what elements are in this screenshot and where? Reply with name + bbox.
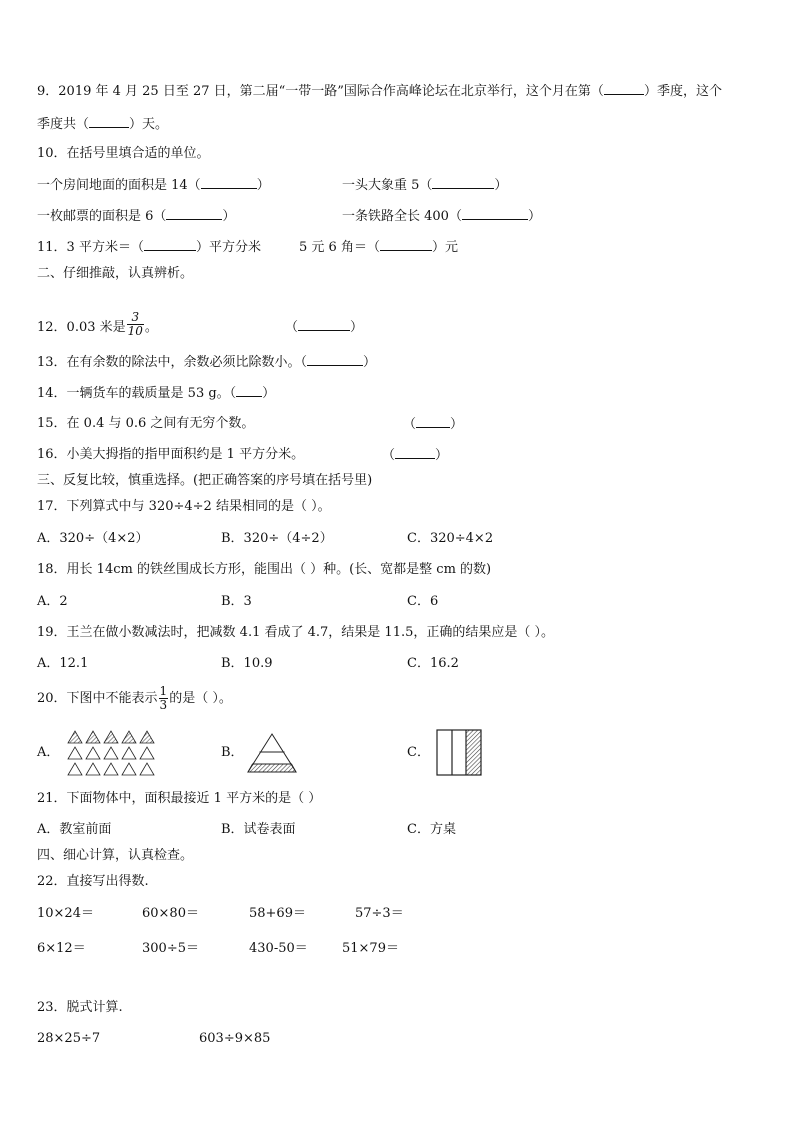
answer-blank[interactable] [462,207,528,220]
triangle [104,763,118,775]
section-4-heading: 四、细心计算，认真检查。 [37,848,194,863]
q21-option-c[interactable]: C．方桌 [407,822,456,837]
triangle-shaded [140,731,154,743]
question-9-line1: 9．2019 年 4 月 25 日至 27 日，第二届“一带一路”国际合作高峰论坛在北京举行，这个月在第（ ）季度，这个 [37,84,722,99]
triangle [104,747,118,759]
calc-item: 58+69＝ [249,906,306,921]
question-10-item-b: 一头大象重 5（ ） [342,178,508,193]
triangle [68,747,82,759]
question-12-answer: （ ） [285,320,364,335]
triangle [122,747,136,759]
section-3-heading: 三、反复比较，慎重选择。(把正确答案的序号填在括号里) [37,473,373,488]
answer-blank[interactable] [236,384,262,397]
question-10-item-d: 一条铁路全长 400（ ） [342,209,541,224]
calc-item: 430-50＝ [249,941,308,956]
question-19: 19．王兰在做小数减法时，把减数 4.1 看成了 4.7，结果是 11.5，正确的结果应是（ ）。 [37,625,554,640]
calc-item: 28×25÷7 [37,1031,101,1046]
triangle-shaded [68,731,82,743]
answer-blank[interactable] [307,353,363,366]
q17-option-b[interactable]: B．320÷（4÷2） [221,531,333,546]
answer-blank[interactable] [89,115,129,128]
layered-triangle-figure [247,732,297,774]
triangle-shaded [86,731,100,743]
question-22-title: 22．直接写出得数. [37,874,149,889]
section-2-heading: 二、仔细推敲，认真辨析。 [37,266,194,281]
question-10-item-a: 一个房间地面的面积是 14（ ） [37,178,270,193]
question-16-answer: （ ） [382,448,449,463]
answer-blank[interactable] [166,207,222,220]
question-10-item-c: 一枚邮票的面积是 6（ ） [37,209,236,224]
q18-option-c[interactable]: C．6 [407,594,439,609]
q17-option-a[interactable]: A．320÷（4×2） [37,531,149,546]
calc-item: 51×79＝ [342,941,399,956]
triangle [86,763,100,775]
triangle-shaded [122,731,136,743]
q19-option-b[interactable]: B．10.9 [221,656,273,671]
answer-blank[interactable] [380,238,432,251]
triangles-figure [66,729,156,777]
answer-blank[interactable] [201,176,257,189]
question-20: 20．下图中不能表示 $\frac{1}{3}$ 的是（ ）。 [37,684,232,712]
answer-blank[interactable] [604,82,644,95]
answer-blank[interactable] [432,176,494,189]
q20-option-b-label[interactable]: B． [221,745,244,760]
q18-option-a[interactable]: A．2 [37,594,68,609]
q17-option-c[interactable]: C．320÷4×2 [407,531,494,546]
divided-rectangle-figure [436,729,484,777]
q21-option-a[interactable]: A．教室前面 [37,822,112,837]
calc-item: 57÷3＝ [355,906,404,921]
q18-option-b[interactable]: B．3 [221,594,252,609]
question-16: 16．小美大拇指的指甲面积约是 1 平方分米。 [37,447,305,462]
question-11-a: 11．3 平方米＝（ ）平方分米 [37,240,261,255]
q19-option-a[interactable]: A．12.1 [37,656,89,671]
question-11-b: 5 元 6 角＝（ ）元 [299,240,458,255]
q19-option-c[interactable]: C．16.2 [407,656,459,671]
question-14: 14．一辆货车的载质量是 53 g。（ ） [37,386,276,401]
triangle [86,747,100,759]
calc-item: 300÷5＝ [142,941,199,956]
calc-item: 60×80＝ [142,906,199,921]
answer-blank[interactable] [395,446,435,459]
triangle [140,747,154,759]
triangle-shaded [104,731,118,743]
question-9-line2: 季度共（ ）天。 [37,117,169,132]
calc-item: 10×24＝ [37,906,94,921]
fraction-3-10: $\frac{3}{10}$ [127,310,143,338]
calc-item: 603÷9×85 [199,1031,271,1046]
triangle [68,763,82,775]
question-18: 18．用长 14cm 的铁丝围成长方形，能围出（ ）种。(长、宽都是整 cm 的数) [37,562,492,577]
question-21: 21．下面物体中，面积最接近 1 平方米的是（ ） [37,791,322,806]
q21-option-b[interactable]: B．试卷表面 [221,822,296,837]
question-17: 17．下列算式中与 320÷4÷2 结果相同的是（ ）。 [37,499,331,514]
calc-item: 6×12＝ [37,941,86,956]
triangle [140,763,154,775]
question-15-answer: （ ） [403,417,464,432]
question-15: 15．在 0.4 与 0.6 之间有无穷个数。 [37,416,255,431]
answer-blank[interactable] [144,238,196,251]
q20-option-c-label[interactable]: C． [407,745,430,760]
question-23-title: 23．脱式计算. [37,1000,123,1015]
answer-blank[interactable] [416,415,450,428]
question-12: 12．0.03 米是 $\frac{3}{10}$ 。 [37,310,158,338]
question-10-title: 10．在括号里填合适的单位。 [37,146,210,161]
question-13: 13．在有余数的除法中，余数必须比除数小。（ ） [37,355,377,370]
fraction-1-3: $\frac{1}{3}$ [159,684,168,712]
triangle [122,763,136,775]
q20-option-a-label[interactable]: A． [37,745,60,760]
answer-blank[interactable] [298,318,350,331]
